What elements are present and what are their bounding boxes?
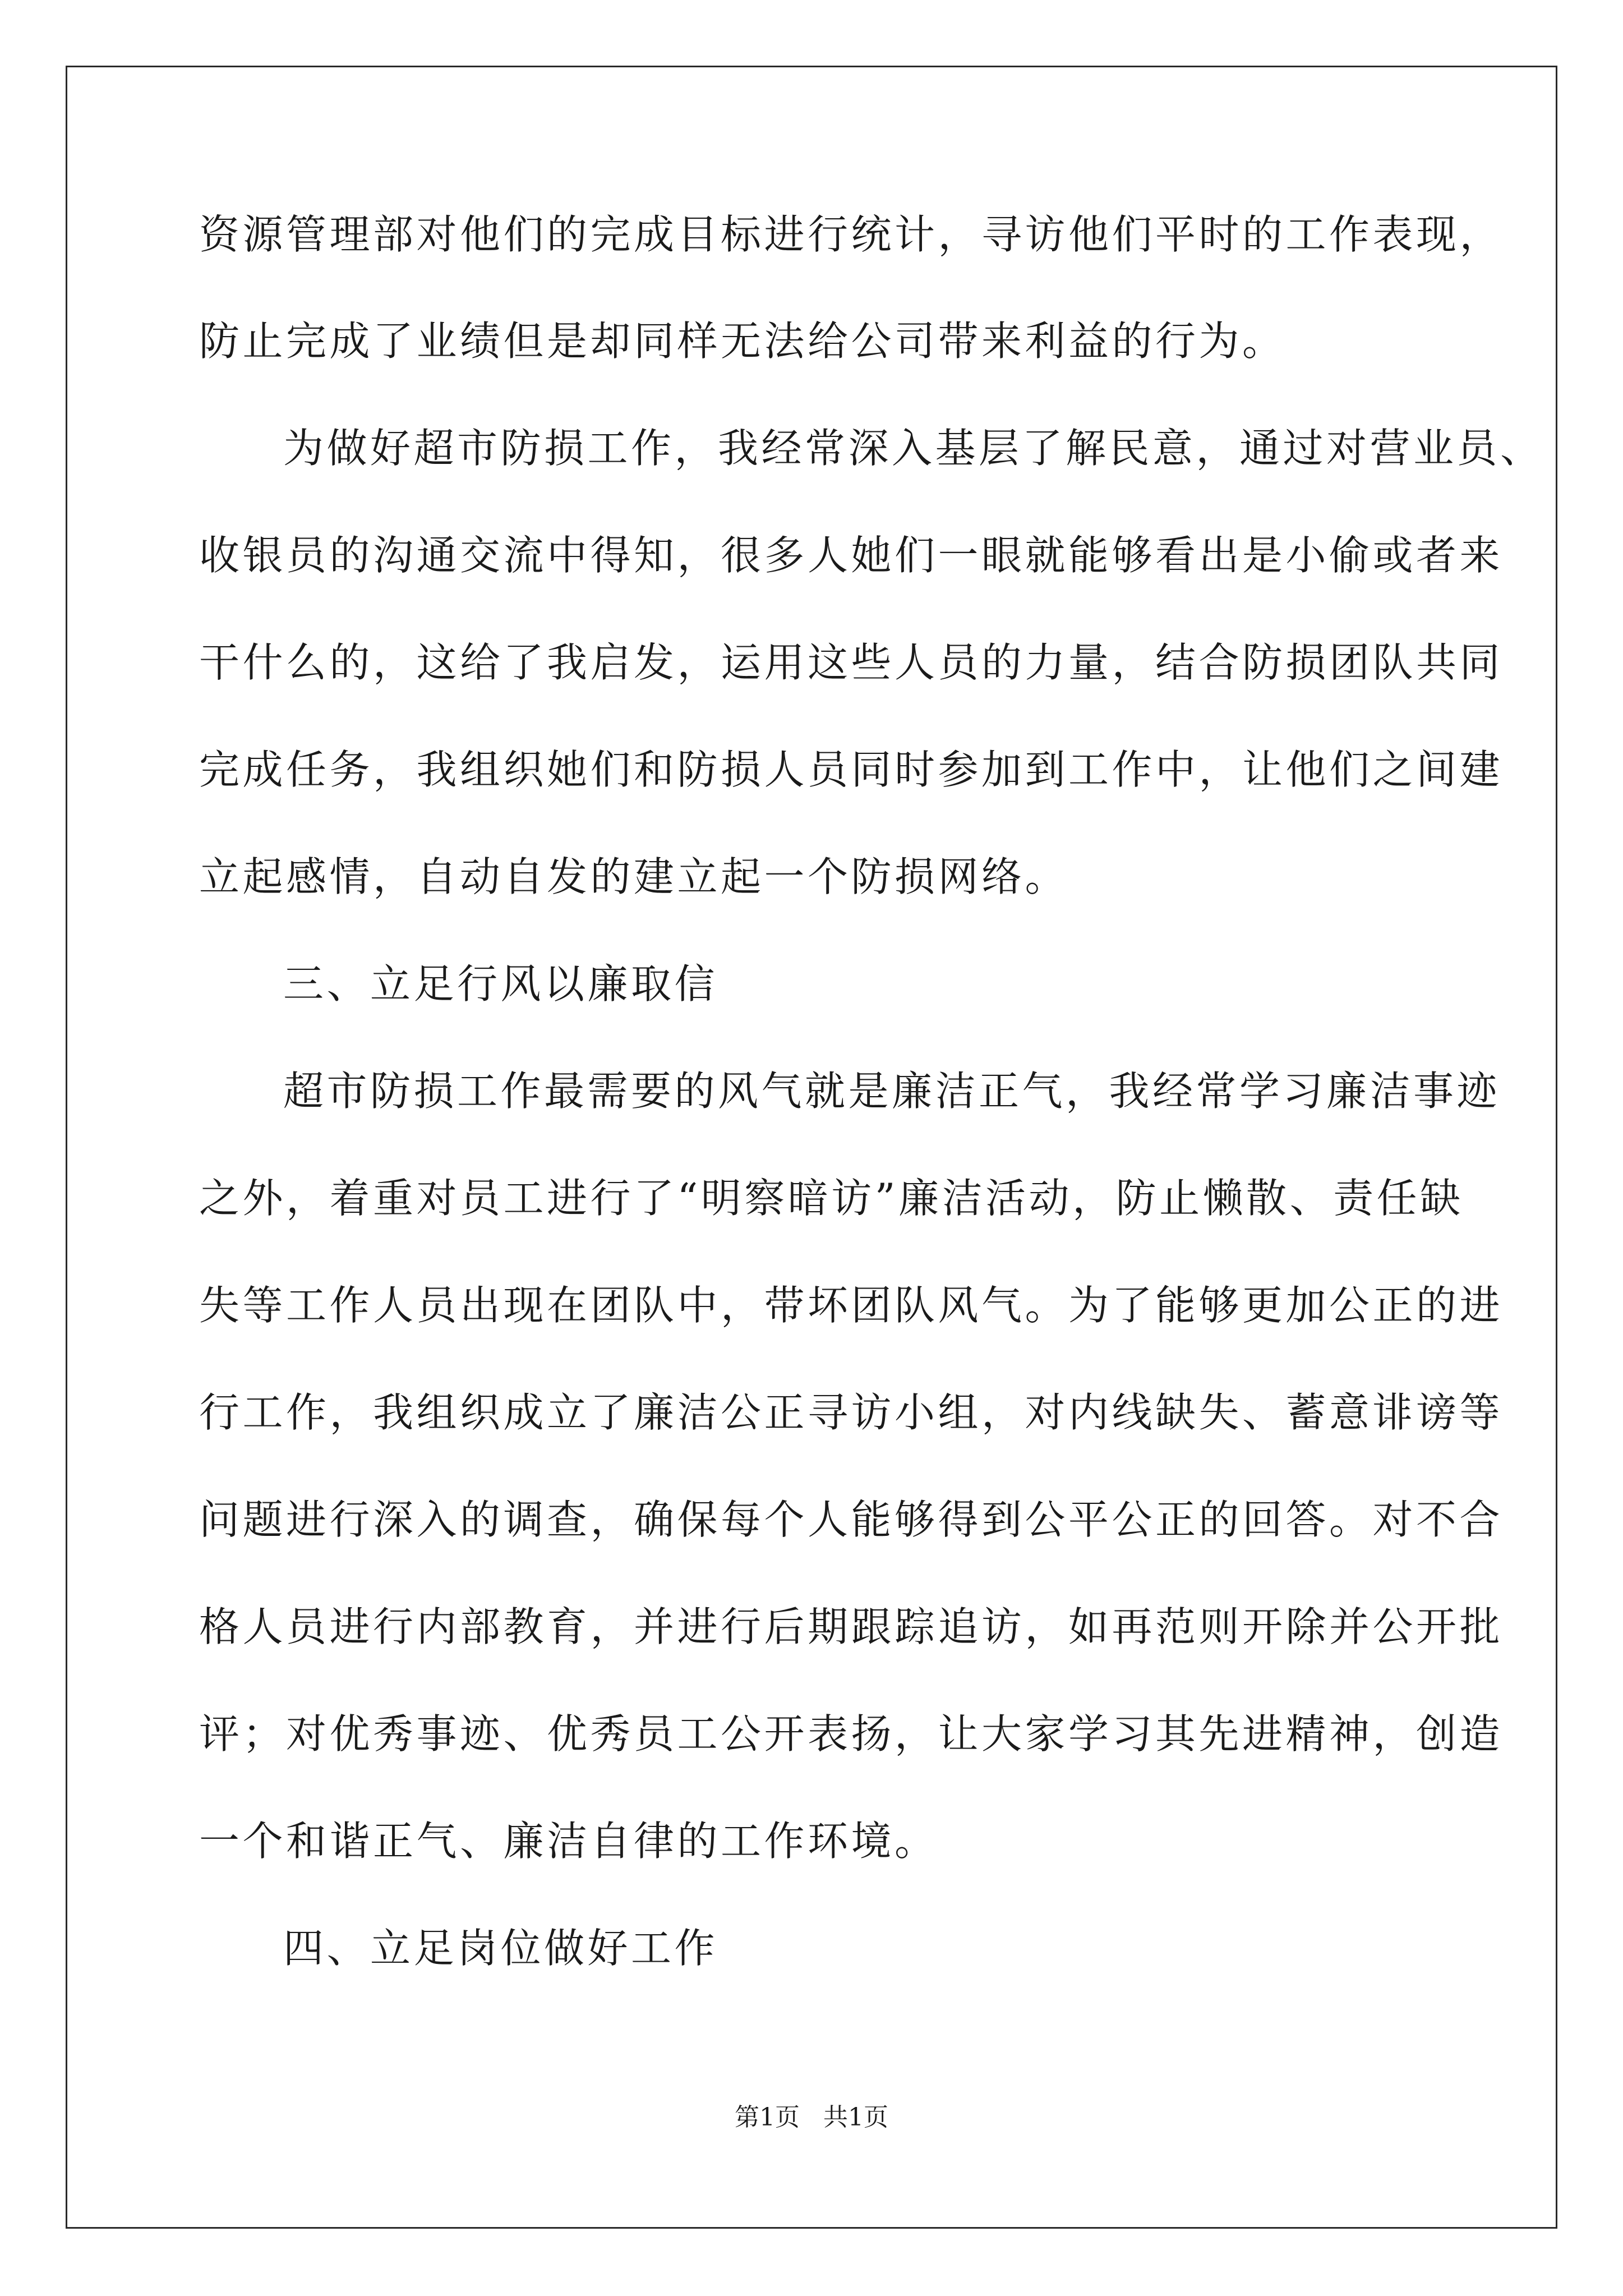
paragraph-line: 为做好超市防损工作，我经常深入基层了解民意，通过对营业员、 [283, 425, 1544, 472]
paragraph-line: 行工作，我组织成立了廉洁公正寻访小组，对内线缺失、蓄意诽谤等 [199, 1389, 1504, 1436]
paragraph-line: 完成任务，我组织她们和防损人员同时参加到工作中，让他们之间建 [199, 746, 1504, 793]
paragraph-line: 失等工作人员出现在团队中，带坏团队风气。为了能够更加公正的进 [199, 1282, 1504, 1329]
page-number-footer: 第1页 共1页 [735, 2103, 888, 2132]
paragraph-line: 资源管理部对他们的完成目标进行统计，寻访他们平时的工作表现， [199, 211, 1504, 258]
page-border [66, 66, 1557, 2229]
paragraph-line: 超市防损工作最需要的风气就是廉洁正气，我经常学习廉洁事迹 [283, 1068, 1501, 1115]
paragraph-line: 一个和谐正气、廉洁自律的工作环境。 [199, 1818, 938, 1865]
paragraph-line: 评；对优秀事迹、优秀员工公开表扬，让大家学习其先进精神，创造 [199, 1710, 1504, 1757]
paragraph-line: 防止完成了业绩但是却同样无法给公司带来利益的行为。 [199, 318, 1286, 365]
paragraph-line: 之外，着重对员工进行了“明察暗访”廉洁活动，防止懒散、责任缺 [199, 1175, 1464, 1222]
paragraph-line: 干什么的，这给了我启发，运用这些人员的力量，结合防损团队共同 [199, 639, 1504, 686]
paragraph-line: 收银员的沟通交流中得知，很多人她们一眼就能够看出是小偷或者来 [199, 532, 1504, 579]
paragraph-line: 问题进行深入的调查，确保每个人能够得到公平公正的回答。对不合 [199, 1496, 1504, 1543]
paragraph-line: 格人员进行内部教育，并进行后期跟踪追访，如再范则开除并公开批 [199, 1603, 1504, 1650]
section-heading: 四、立足岗位做好工作 [283, 1925, 718, 1972]
section-heading: 三、立足行风以廉取信 [283, 960, 718, 1007]
paragraph-line: 立起感情，自动自发的建立起一个防损网络。 [199, 853, 1069, 900]
